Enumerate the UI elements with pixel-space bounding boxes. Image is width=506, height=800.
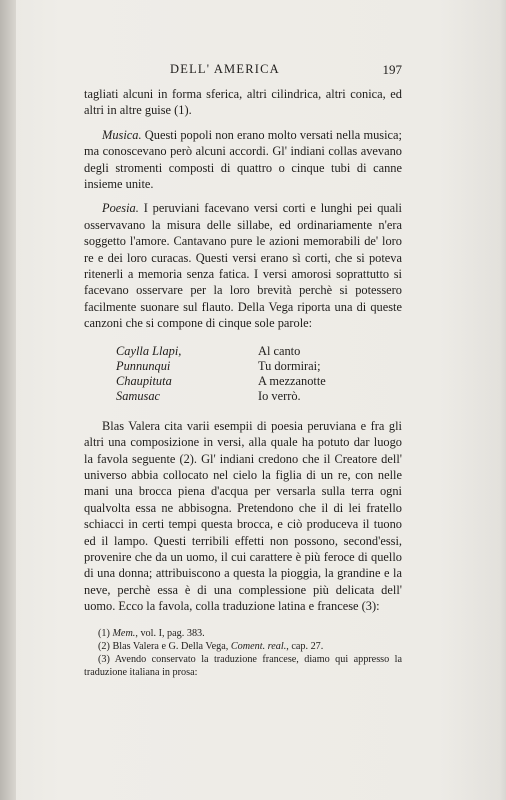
poem-table (116, 344, 388, 404)
poem-italian: Io verrò. (258, 388, 301, 403)
footnote-reference: Coment. real. (230, 640, 287, 652)
page-number: 197 (382, 62, 402, 77)
section-poesia (84, 200, 402, 331)
poem-quechua: Caylla Llapi, (116, 343, 182, 358)
paragraph-text: Blas Valera cita varii esempii di poesia peruviana e fra gli altri una composizione in versi, alla quale ha potuto dar luogo la favola seguente (2). Gl' indiani credono che il Creatore dell' universo abbia collocato nel cielo la figlia di un re, con nelle mani una brocca piena d'acqua per versarla sulla terra ogni qualvolta essa ne abbisogna. Pretendono che il di lei fratello schiacci in certi tempi questa brocca, e ciò produceva il tuono ed il lampo. Questi terribili effetti non possono, second'essi, provenire che da un uomo, il cui carattere è più feroce di quello di una donna; attribuiscono a questa la pioggia, la grandine e la neve, perchè essa è di una complessione più delicata dell' uomo. Ecco la favola, colla traduzione latina e francese (3): (84, 418, 402, 614)
poem-line (116, 374, 388, 389)
poem-italian: A mezzanotte (258, 373, 326, 388)
paragraph-blas-valera (84, 418, 402, 615)
footnote-text: Blas Valera e G. Della Vega, (112, 640, 229, 652)
poem-italian: Tu dormirai; (258, 358, 321, 373)
section-heading-musica: Musica. (102, 127, 142, 142)
page-header (84, 62, 402, 82)
poem-line (116, 344, 388, 359)
paragraph-continuation (84, 86, 402, 119)
paragraph-text: tagliati alcuni in forma sferica, altri cilindrica, altri conica, ed altri in altre guise (1). (84, 87, 402, 118)
section-musica (84, 127, 402, 193)
page-body (84, 86, 402, 679)
poem-line (116, 359, 388, 374)
footnotes (84, 627, 402, 680)
footnote-1 (84, 627, 402, 640)
footnote-text: , cap. 27. (286, 640, 324, 652)
poem-quechua: Punnunqui (116, 358, 171, 373)
running-title: DELL' AMERICA (170, 62, 280, 76)
section-text-poesia: I peruviani facevano versi corti e lunghi pei quali osservavano la misura delle sillabe, ed ordinariamente n'era soggetto l'amore. Cantavano pure le azioni memorabili de' loro re e dei loro curacas. Questi versi erano sì corti, che si poteva ritenerli a memoria senza fatica. I versi amorosi soprattutto si facevano osservare per la loro brevità perchè si potessero facilmente suonare sul flauto. Della Vega riporta una di queste canzoni che si compone di cinque sole parole: (84, 201, 402, 331)
footnote-reference: Mem. (112, 627, 136, 639)
section-text-musica: Questi popoli non erano molto versati nella musica; ma conoscevano però alcuni accordi. Gl' indiani collas avevano degli stromenti composti di quattro o cinque tubi di canne insieme unite. (84, 127, 402, 192)
binding-gutter (0, 0, 16, 800)
section-heading-poesia: Poesia. (102, 201, 139, 216)
poem-quechua: Samusac (116, 388, 161, 403)
footnote-text: , vol. I, pag. 383. (135, 627, 205, 639)
poem-italian: Al canto (258, 343, 301, 358)
footnote-number: (2) (98, 640, 110, 652)
footnote-3 (84, 653, 402, 679)
poem-quechua: Chaupituta (116, 373, 172, 388)
footnote-text: (3) Avendo conservato la traduzione francese, diamo qui appresso la traduzione italiana in prosa: (84, 653, 402, 679)
footnote-number: (1) (98, 627, 110, 639)
poem-line (116, 389, 388, 404)
footnote-2 (84, 640, 402, 653)
